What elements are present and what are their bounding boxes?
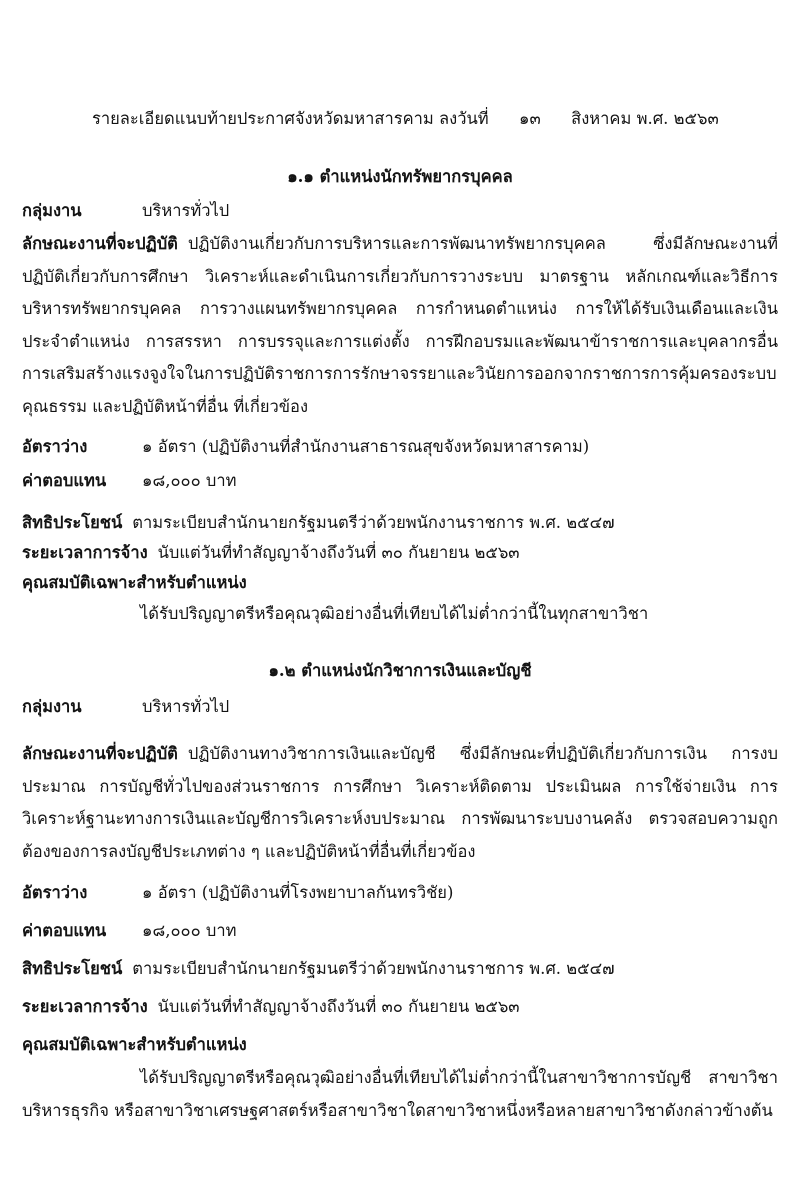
position-2-duties [22,738,778,868]
position-1-pay [22,470,237,492]
position-1-benefit [22,512,615,534]
benefit-label: สิทธิประโยชน์ [22,513,123,532]
vacancy-label: อัตราว่าง [22,883,88,902]
position-1-group [22,200,229,222]
position-1-qual-label: คุณสมบัติเฉพาะสำหรับตำแหน่ง [22,573,247,592]
document-header [92,108,719,130]
duty-label: ลักษณะงานที่จะปฏิบัติ [22,234,178,253]
pay-label: ค่าตอบแทน [22,471,107,490]
group-value: บริหารทั่วไป [142,201,230,220]
position-2-qual-value: ได้รับปริญญาตรีหรือคุณวุฒิอย่างอื่นที่เทียบได้ไม่ต่ำกว่านี้ในสาขาวิชาการบัญชี สาขาวิชาบริหารธุรกิจ หรือสาขาวิชาเศรษฐศาสตร์หรือสาขาวิชาใดสาขาวิชาหนึ่งหรือหลายสาขาวิชาดังกล่าวข้างต้น [22,1068,778,1120]
duty-value: ปฏิบัติงานทางวิชาการเงินและบัญชี ซึ่งมีลักษณะที่ปฏิบัติเกี่ยวกับการเงิน การงบประมาณ การบัญชีทั่วไปของส่วนราชการ การศึกษา วิเคราะห์ติดตาม ประเมินผล การใช้จ่ายเงิน การวิเคราะห์ฐานะทางการเงินและบัญชีการวิเคราะห์งบประมาณ การพัฒนาระบบงานคลัง ตรวจสอบความถูกต้องของการลงบัญชีประเภทต่าง ๆ และปฏิบัติหน้าที่อื่นที่เกี่ยวข้อง [22,744,778,861]
position-2-qual-label: คุณสมบัติเฉพาะสำหรับตำแหน่ง [22,1035,247,1054]
term-label: ระยะเวลาการจ้าง [22,543,148,562]
header-suffix: สิงหาคม พ.ศ. ๒๕๖๓ [571,109,719,128]
term-label: ระยะเวลาการจ้าง [22,997,148,1016]
group-label: กลุ่มงาน [22,697,82,716]
group-value: บริหารทั่วไป [142,697,230,716]
position-1-qual-value: ได้รับปริญญาตรีหรือคุณวุฒิอย่างอื่นที่เทียบได้ไม่ต่ำกว่านี้ในทุกสาขาวิชา [140,604,649,623]
benefit-value: ตามระเบียบสำนักนายกรัฐมนตรีว่าด้วยพนักงานราชการ พ.ศ. ๒๕๔๗ [132,513,615,532]
position-1-term [22,542,520,564]
header-day: ๑๓ [519,109,541,128]
position-2-benefit [22,958,615,980]
position-2-group [22,696,229,718]
group-label: กลุ่มงาน [22,201,82,220]
position-2-term [22,996,520,1018]
vacancy-value: ๑ อัตรา (ปฏิบัติงานที่โรงพยาบาลกันทรวิชัย) [142,883,454,902]
pay-value: ๑๘,๐๐๐ บาท [142,471,237,490]
term-value: นับแต่วันที่ทำสัญญาจ้างถึงวันที่ ๓๐ กันยายน ๒๕๖๓ [157,543,520,562]
header-prefix: รายละเอียดแนบท้ายประกาศจังหวัดมหาสารคาม ลงวันที่ [92,109,489,128]
position-1-title: ๑.๑ ตำแหน่งนักทรัพยากรบุคคล [287,167,513,186]
pay-value: ๑๘,๐๐๐ บาท [142,921,237,940]
position-2-pay [22,920,237,942]
vacancy-label: อัตราว่าง [22,437,88,456]
pay-label: ค่าตอบแทน [22,921,107,940]
vacancy-value: ๑ อัตรา (ปฏิบัติงานที่สำนักงานสาธารณสุขจังหวัดมหาสารคาม) [142,437,590,456]
term-value: นับแต่วันที่ทำสัญญาจ้างถึงวันที่ ๓๐ กันยายน ๒๕๖๓ [157,997,520,1016]
position-2-vacancy [22,882,453,904]
benefit-label: สิทธิประโยชน์ [22,959,123,978]
position-2-title: ๑.๒ ตำแหน่งนักวิชาการเงินและบัญชี [268,661,532,680]
duty-value: ปฏิบัติงานเกี่ยวกับการบริหารและการพัฒนาทรัพยากรบุคคล ซึ่งมีลักษณะงานที่ปฏิบัติเกี่ยวกับการศึกษา วิเคราะห์และดำเนินการเกี่ยวกับการวางระบบ มาตรฐาน หลักเกณฑ์และวิธีการบริหารทรัพยากรบุคคล การวางแผนทรัพยากรบุคคล การกำหนดตำแหน่ง การให้ได้รับเงินเดือนและเงินประจำตำแหน่ง การสรรหา การบรรจุและการแต่งตั้ง การฝึกอบรมและพัฒนาข้าราชการและบุคลากรอื่น การเสริมสร้างแรงจูงใจในการปฏิบัติราชการการรักษาจรรยาและวินัยการออกจากราชการการคุ้มครองระบบคุณธรรม และปฏิบัติหน้าที่อื่น ที่เกี่ยวข้อง [22,234,778,416]
benefit-value: ตามระเบียบสำนักนายกรัฐมนตรีว่าด้วยพนักงานราชการ พ.ศ. ๒๕๔๗ [132,959,615,978]
position-1-duties [22,228,778,423]
position-1-vacancy [22,436,589,458]
duty-label: ลักษณะงานที่จะปฏิบัติ [22,744,178,763]
